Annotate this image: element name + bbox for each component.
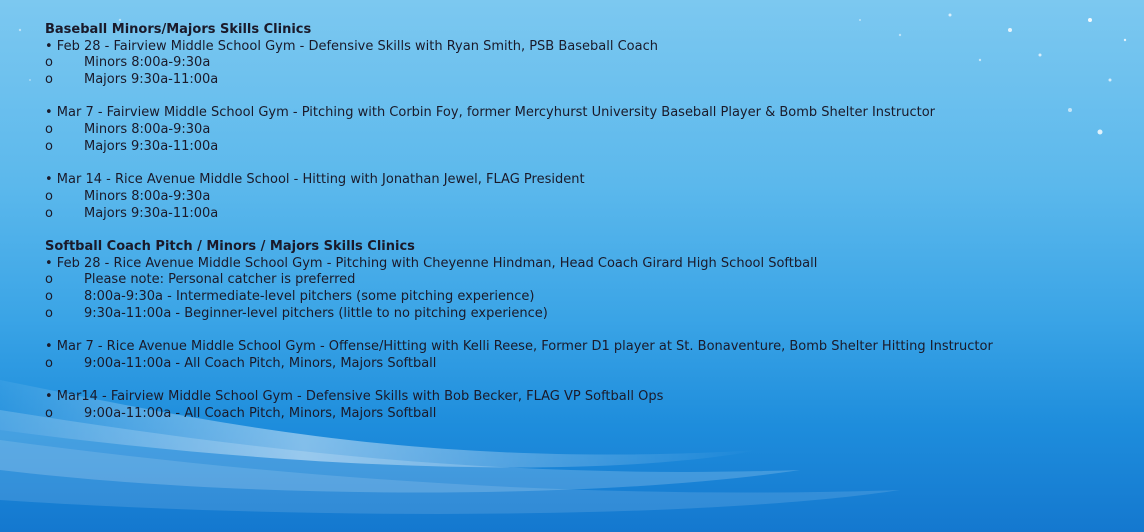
session-item: o 9:00a-11:00a - All Coach Pitch, Minors, Majors Softball xyxy=(45,405,437,421)
spacer xyxy=(45,156,1125,173)
sub-bullet-marker: o xyxy=(45,355,53,371)
session-item: o 8:00a-9:30a - Intermediate-level pitchers (some pitching experience) xyxy=(45,289,535,304)
clinic-bullet: • Mar14 - Fairview Middle School Gym - Defensive Skills with Bob Becker, FLAG VP Softball Ops xyxy=(45,389,664,405)
clinic-bullet: • Mar 7 - Fairview Middle School Gym - Pitching with Corbin Foy, former Mercyhurst University Baseball Player & Bomb Shelter Instructor xyxy=(45,105,936,121)
sub-bullet-marker: o xyxy=(45,122,53,138)
sub-bullet-marker: o xyxy=(45,205,53,221)
sub-bullet-marker: o xyxy=(45,405,53,421)
session-item: o Majors 9:30a-11:00a xyxy=(45,205,219,221)
session-item: o Majors 9:30a-11:00a xyxy=(45,72,219,88)
spacer xyxy=(45,222,1125,239)
sub-bullet-marker: o xyxy=(45,138,53,154)
section-heading-softball: Softball Coach Pitch / Minors / Majors Skills Clinics xyxy=(45,238,415,254)
session-item: o Please note: Personal catcher is preferred xyxy=(45,272,356,288)
sub-bullet-marker: o xyxy=(45,72,53,88)
spacer xyxy=(45,322,1125,339)
clinic-bullet: • Mar 7 - Rice Avenue Middle School Gym - Offense/Hitting with Kelli Reese, Former D1 player at St. Bonaventure, Bomb Shelter Hitting Instructor xyxy=(45,339,993,355)
session-item: o Minors 8:00a-9:30a xyxy=(45,55,211,71)
sub-bullet-marker: o xyxy=(45,272,53,288)
session-item: o Minors 8:00a-9:30a xyxy=(45,188,211,204)
session-item: o 9:30a-11:00a - Beginner-level pitchers (little to no pitching experience) xyxy=(45,305,548,321)
spacer xyxy=(45,372,1125,389)
sub-bullet-marker: o xyxy=(45,188,53,204)
sub-bullet-marker: o xyxy=(45,289,53,304)
session-item: o 9:00a-11:00a - All Coach Pitch, Minors, Majors Softball xyxy=(45,355,437,371)
spacer xyxy=(45,89,1125,106)
sub-bullet-marker: o xyxy=(45,55,53,71)
sub-bullet-marker: o xyxy=(45,305,53,321)
clinic-bullet: • Mar 14 - Rice Avenue Middle School - Hitting with Jonathan Jewel, FLAG President xyxy=(45,172,585,188)
clinic-schedule xyxy=(45,22,1125,423)
session-item: o Majors 9:30a-11:00a xyxy=(45,138,219,154)
session-item: o Minors 8:00a-9:30a xyxy=(45,122,211,138)
section-heading-baseball: Baseball Minors/Majors Skills Clinics xyxy=(45,22,312,37)
clinic-bullet: • Feb 28 - Fairview Middle School Gym - Defensive Skills with Ryan Smith, PSB Baseball Coach xyxy=(45,38,658,54)
clinic-bullet: • Feb 28 - Rice Avenue Middle School Gym - Pitching with Cheyenne Hindman, Head Coach Girard High School Softball xyxy=(45,255,818,271)
